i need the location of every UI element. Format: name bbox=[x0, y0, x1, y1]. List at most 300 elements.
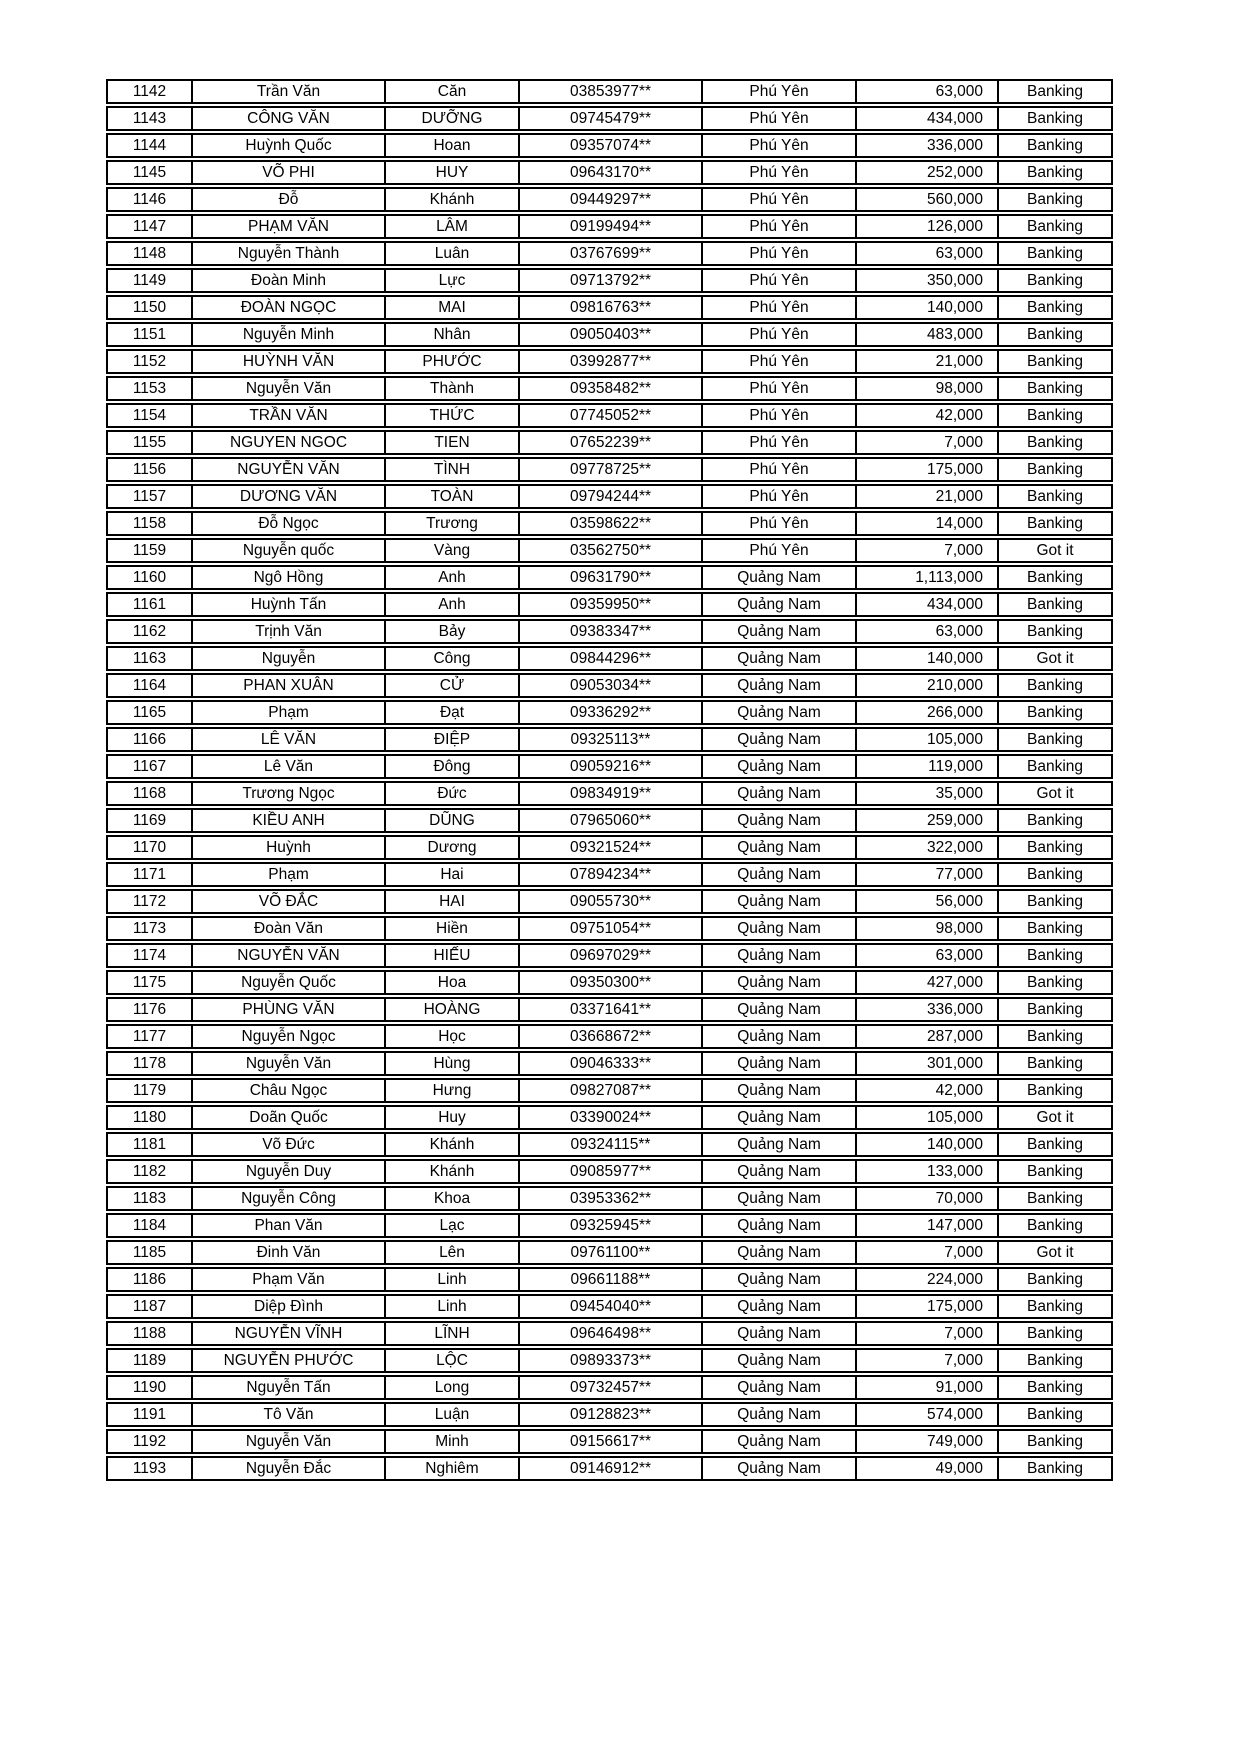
cell-province: Quảng Nam bbox=[703, 1105, 857, 1130]
cell-province: Phú Yên bbox=[703, 403, 857, 428]
cell-last-middle-name: Đỗ bbox=[193, 187, 386, 212]
cell-phone-masked: 09055730** bbox=[520, 889, 703, 914]
table-row bbox=[106, 1186, 1113, 1211]
table-row bbox=[106, 916, 1113, 941]
cell-amount: 7,000 bbox=[857, 1240, 999, 1265]
table-row bbox=[106, 970, 1113, 995]
cell-last-middle-name: Võ Đức bbox=[193, 1132, 386, 1157]
table-row bbox=[106, 241, 1113, 266]
cell-amount: 63,000 bbox=[857, 241, 999, 266]
table-row bbox=[106, 511, 1113, 536]
cell-province: Quảng Nam bbox=[703, 1375, 857, 1400]
cell-id: 1182 bbox=[106, 1159, 193, 1184]
table-row bbox=[106, 1240, 1113, 1265]
cell-last-middle-name: Châu Ngọc bbox=[193, 1078, 386, 1103]
cell-id: 1160 bbox=[106, 565, 193, 590]
cell-status: Banking bbox=[999, 565, 1113, 590]
cell-phone-masked: 09893373** bbox=[520, 1348, 703, 1373]
table-row bbox=[106, 619, 1113, 644]
cell-phone-masked: 07894234** bbox=[520, 862, 703, 887]
cell-phone-masked: 09646498** bbox=[520, 1321, 703, 1346]
table-row bbox=[106, 106, 1113, 131]
table-row bbox=[106, 727, 1113, 752]
cell-amount: 98,000 bbox=[857, 376, 999, 401]
cell-first-name: Linh bbox=[386, 1294, 520, 1319]
cell-amount: 119,000 bbox=[857, 754, 999, 779]
cell-status: Banking bbox=[999, 1429, 1113, 1454]
cell-province: Quảng Nam bbox=[703, 727, 857, 752]
table-row bbox=[106, 376, 1113, 401]
cell-phone-masked: 09761100** bbox=[520, 1240, 703, 1265]
cell-phone-masked: 09325113** bbox=[520, 727, 703, 752]
cell-last-middle-name: CÔNG VĂN bbox=[193, 106, 386, 131]
cell-province: Quảng Nam bbox=[703, 592, 857, 617]
cell-phone-masked: 09046333** bbox=[520, 1051, 703, 1076]
cell-last-middle-name: Nguyễn bbox=[193, 646, 386, 671]
cell-amount: 287,000 bbox=[857, 1024, 999, 1049]
cell-phone-masked: 09146912** bbox=[520, 1456, 703, 1481]
cell-first-name: Đạt bbox=[386, 700, 520, 725]
cell-province: Phú Yên bbox=[703, 106, 857, 131]
cell-province: Phú Yên bbox=[703, 268, 857, 293]
cell-last-middle-name: Lê Văn bbox=[193, 754, 386, 779]
cell-status: Banking bbox=[999, 457, 1113, 482]
cell-phone-masked: 09336292** bbox=[520, 700, 703, 725]
cell-last-middle-name: Nguyễn Minh bbox=[193, 322, 386, 347]
cell-id: 1193 bbox=[106, 1456, 193, 1481]
cell-province: Quảng Nam bbox=[703, 1267, 857, 1292]
cell-province: Phú Yên bbox=[703, 322, 857, 347]
cell-first-name: Minh bbox=[386, 1429, 520, 1454]
cell-first-name: HOÀNG bbox=[386, 997, 520, 1022]
cell-amount: 56,000 bbox=[857, 889, 999, 914]
cell-id: 1145 bbox=[106, 160, 193, 185]
cell-first-name: PHƯỚC bbox=[386, 349, 520, 374]
cell-amount: 301,000 bbox=[857, 1051, 999, 1076]
cell-id: 1191 bbox=[106, 1402, 193, 1427]
cell-province: Quảng Nam bbox=[703, 1321, 857, 1346]
cell-province: Quảng Nam bbox=[703, 673, 857, 698]
cell-amount: 140,000 bbox=[857, 1132, 999, 1157]
table-row bbox=[106, 79, 1113, 104]
cell-id: 1174 bbox=[106, 943, 193, 968]
cell-phone-masked: 03992877** bbox=[520, 349, 703, 374]
cell-id: 1142 bbox=[106, 79, 193, 104]
cell-last-middle-name: ĐOÀN NGỌC bbox=[193, 295, 386, 320]
cell-province: Quảng Nam bbox=[703, 1294, 857, 1319]
cell-id: 1179 bbox=[106, 1078, 193, 1103]
cell-last-middle-name: Diệp Đình bbox=[193, 1294, 386, 1319]
cell-id: 1181 bbox=[106, 1132, 193, 1157]
cell-status: Banking bbox=[999, 1186, 1113, 1211]
cell-phone-masked: 09844296** bbox=[520, 646, 703, 671]
cell-province: Quảng Nam bbox=[703, 1456, 857, 1481]
cell-province: Phú Yên bbox=[703, 538, 857, 563]
cell-first-name: Học bbox=[386, 1024, 520, 1049]
cell-phone-masked: 09745479** bbox=[520, 106, 703, 131]
cell-province: Phú Yên bbox=[703, 295, 857, 320]
cell-first-name: Luận bbox=[386, 1402, 520, 1427]
cell-status: Banking bbox=[999, 484, 1113, 509]
cell-phone-masked: 09357074** bbox=[520, 133, 703, 158]
cell-status: Got it bbox=[999, 781, 1113, 806]
table-row bbox=[106, 430, 1113, 455]
cell-status: Banking bbox=[999, 889, 1113, 914]
cell-first-name: Bảy bbox=[386, 619, 520, 644]
cell-id: 1178 bbox=[106, 1051, 193, 1076]
cell-first-name: Linh bbox=[386, 1267, 520, 1292]
table-row bbox=[106, 1375, 1113, 1400]
cell-status: Banking bbox=[999, 376, 1113, 401]
cell-first-name: Luân bbox=[386, 241, 520, 266]
cell-province: Quảng Nam bbox=[703, 646, 857, 671]
table-row bbox=[106, 754, 1113, 779]
table-row bbox=[106, 1213, 1113, 1238]
cell-phone-masked: 03371641** bbox=[520, 997, 703, 1022]
cell-first-name: Lực bbox=[386, 268, 520, 293]
cell-amount: 336,000 bbox=[857, 133, 999, 158]
cell-amount: 175,000 bbox=[857, 1294, 999, 1319]
cell-last-middle-name: Nguyễn Văn bbox=[193, 1051, 386, 1076]
cell-last-middle-name: Nguyễn Tấn bbox=[193, 1375, 386, 1400]
cell-id: 1147 bbox=[106, 214, 193, 239]
cell-first-name: Trương bbox=[386, 511, 520, 536]
cell-status: Got it bbox=[999, 538, 1113, 563]
cell-id: 1150 bbox=[106, 295, 193, 320]
cell-amount: 98,000 bbox=[857, 916, 999, 941]
cell-amount: 350,000 bbox=[857, 268, 999, 293]
table-row bbox=[106, 1024, 1113, 1049]
cell-status: Banking bbox=[999, 1132, 1113, 1157]
cell-id: 1176 bbox=[106, 997, 193, 1022]
table-row bbox=[106, 1294, 1113, 1319]
cell-last-middle-name: VÕ PHI bbox=[193, 160, 386, 185]
cell-province: Phú Yên bbox=[703, 160, 857, 185]
cell-status: Banking bbox=[999, 1267, 1113, 1292]
table-row bbox=[106, 565, 1113, 590]
cell-id: 1155 bbox=[106, 430, 193, 455]
cell-status: Banking bbox=[999, 862, 1113, 887]
cell-first-name: Hiền bbox=[386, 916, 520, 941]
cell-first-name: Hưng bbox=[386, 1078, 520, 1103]
table-row bbox=[106, 835, 1113, 860]
cell-last-middle-name: NGUYỄN VĂN bbox=[193, 457, 386, 482]
cell-first-name: HIẾU bbox=[386, 943, 520, 968]
cell-phone-masked: 09085977** bbox=[520, 1159, 703, 1184]
cell-status: Banking bbox=[999, 106, 1113, 131]
cell-amount: 322,000 bbox=[857, 835, 999, 860]
cell-first-name: Khoa bbox=[386, 1186, 520, 1211]
cell-amount: 42,000 bbox=[857, 1078, 999, 1103]
cell-last-middle-name: PHẠM VĂN bbox=[193, 214, 386, 239]
cell-province: Quảng Nam bbox=[703, 862, 857, 887]
cell-amount: 560,000 bbox=[857, 187, 999, 212]
cell-province: Quảng Nam bbox=[703, 1240, 857, 1265]
cell-status: Banking bbox=[999, 997, 1113, 1022]
cell-first-name: Hùng bbox=[386, 1051, 520, 1076]
cell-province: Quảng Nam bbox=[703, 916, 857, 941]
cell-last-middle-name: Đoàn Văn bbox=[193, 916, 386, 941]
cell-first-name: CỬ bbox=[386, 673, 520, 698]
cell-first-name: Khánh bbox=[386, 1159, 520, 1184]
cell-phone-masked: 09643170** bbox=[520, 160, 703, 185]
cell-amount: 252,000 bbox=[857, 160, 999, 185]
cell-status: Banking bbox=[999, 754, 1113, 779]
cell-first-name: Dương bbox=[386, 835, 520, 860]
cell-id: 1172 bbox=[106, 889, 193, 914]
cell-province: Phú Yên bbox=[703, 376, 857, 401]
cell-last-middle-name: Trần Văn bbox=[193, 79, 386, 104]
cell-phone-masked: 07652239** bbox=[520, 430, 703, 455]
cell-last-middle-name: Huỳnh Tấn bbox=[193, 592, 386, 617]
cell-province: Quảng Nam bbox=[703, 1051, 857, 1076]
cell-phone-masked: 09053034** bbox=[520, 673, 703, 698]
cell-status: Got it bbox=[999, 1240, 1113, 1265]
cell-province: Phú Yên bbox=[703, 349, 857, 374]
cell-phone-masked: 09128823** bbox=[520, 1402, 703, 1427]
cell-last-middle-name: Nguyễn Ngọc bbox=[193, 1024, 386, 1049]
cell-phone-masked: 09834919** bbox=[520, 781, 703, 806]
cell-first-name: Anh bbox=[386, 592, 520, 617]
table-row bbox=[106, 943, 1113, 968]
cell-phone-masked: 09794244** bbox=[520, 484, 703, 509]
cell-status: Banking bbox=[999, 79, 1113, 104]
cell-first-name: HAI bbox=[386, 889, 520, 914]
cell-first-name: MAI bbox=[386, 295, 520, 320]
cell-province: Phú Yên bbox=[703, 214, 857, 239]
cell-status: Banking bbox=[999, 160, 1113, 185]
table-row bbox=[106, 295, 1113, 320]
table-row bbox=[106, 457, 1113, 482]
cell-status: Banking bbox=[999, 1402, 1113, 1427]
cell-first-name: Long bbox=[386, 1375, 520, 1400]
cell-first-name: Công bbox=[386, 646, 520, 671]
cell-first-name: LỘC bbox=[386, 1348, 520, 1373]
cell-last-middle-name: PHÙNG VĂN bbox=[193, 997, 386, 1022]
cell-id: 1173 bbox=[106, 916, 193, 941]
table-row bbox=[106, 1132, 1113, 1157]
cell-province: Quảng Nam bbox=[703, 1078, 857, 1103]
cell-status: Banking bbox=[999, 268, 1113, 293]
cell-id: 1151 bbox=[106, 322, 193, 347]
cell-province: Quảng Nam bbox=[703, 1159, 857, 1184]
cell-last-middle-name: Ngô Hồng bbox=[193, 565, 386, 590]
cell-province: Phú Yên bbox=[703, 133, 857, 158]
cell-id: 1166 bbox=[106, 727, 193, 752]
cell-amount: 126,000 bbox=[857, 214, 999, 239]
cell-last-middle-name: Doãn Quốc bbox=[193, 1105, 386, 1130]
table-row bbox=[106, 1348, 1113, 1373]
cell-last-middle-name: LÊ VĂN bbox=[193, 727, 386, 752]
table-row bbox=[106, 1429, 1113, 1454]
cell-last-middle-name: Nguyễn Duy bbox=[193, 1159, 386, 1184]
cell-amount: 175,000 bbox=[857, 457, 999, 482]
cell-last-middle-name: Phạm bbox=[193, 862, 386, 887]
cell-province: Quảng Nam bbox=[703, 1348, 857, 1373]
cell-last-middle-name: Phan Văn bbox=[193, 1213, 386, 1238]
cell-amount: 140,000 bbox=[857, 295, 999, 320]
cell-id: 1158 bbox=[106, 511, 193, 536]
cell-first-name: LÂM bbox=[386, 214, 520, 239]
cell-province: Quảng Nam bbox=[703, 808, 857, 833]
cell-amount: 7,000 bbox=[857, 538, 999, 563]
cell-phone-masked: 03668672** bbox=[520, 1024, 703, 1049]
cell-id: 1187 bbox=[106, 1294, 193, 1319]
cell-id: 1175 bbox=[106, 970, 193, 995]
cell-first-name: DŨNG bbox=[386, 808, 520, 833]
cell-id: 1188 bbox=[106, 1321, 193, 1346]
cell-last-middle-name: Tô Văn bbox=[193, 1402, 386, 1427]
cell-status: Banking bbox=[999, 1321, 1113, 1346]
cell-id: 1168 bbox=[106, 781, 193, 806]
cell-last-middle-name: Nguyễn Đắc bbox=[193, 1456, 386, 1481]
cell-amount: 133,000 bbox=[857, 1159, 999, 1184]
cell-first-name: THỨC bbox=[386, 403, 520, 428]
cell-status: Banking bbox=[999, 1078, 1113, 1103]
cell-last-middle-name: Huỳnh Quốc bbox=[193, 133, 386, 158]
table-row bbox=[106, 133, 1113, 158]
cell-amount: 105,000 bbox=[857, 727, 999, 752]
cell-amount: 259,000 bbox=[857, 808, 999, 833]
table-row bbox=[106, 646, 1113, 671]
table-row bbox=[106, 1402, 1113, 1427]
cell-first-name: Thành bbox=[386, 376, 520, 401]
cell-id: 1159 bbox=[106, 538, 193, 563]
cell-phone-masked: 07965060** bbox=[520, 808, 703, 833]
cell-id: 1171 bbox=[106, 862, 193, 887]
table-row bbox=[106, 1267, 1113, 1292]
cell-status: Banking bbox=[999, 619, 1113, 644]
cell-last-middle-name: TRẦN VĂN bbox=[193, 403, 386, 428]
table-row bbox=[106, 187, 1113, 212]
cell-status: Banking bbox=[999, 1213, 1113, 1238]
cell-status: Banking bbox=[999, 592, 1113, 617]
table-row bbox=[106, 1321, 1113, 1346]
cell-amount: 63,000 bbox=[857, 79, 999, 104]
table-row bbox=[106, 673, 1113, 698]
cell-first-name: Huy bbox=[386, 1105, 520, 1130]
cell-province: Phú Yên bbox=[703, 511, 857, 536]
cell-phone-masked: 09631790** bbox=[520, 565, 703, 590]
table-row bbox=[106, 484, 1113, 509]
cell-status: Banking bbox=[999, 403, 1113, 428]
cell-id: 1185 bbox=[106, 1240, 193, 1265]
cell-first-name: Anh bbox=[386, 565, 520, 590]
cell-id: 1144 bbox=[106, 133, 193, 158]
cell-phone-masked: 03767699** bbox=[520, 241, 703, 266]
cell-status: Banking bbox=[999, 322, 1113, 347]
cell-phone-masked: 09697029** bbox=[520, 943, 703, 968]
cell-status: Banking bbox=[999, 241, 1113, 266]
cell-last-middle-name: Nguyễn Công bbox=[193, 1186, 386, 1211]
cell-phone-masked: 09324115** bbox=[520, 1132, 703, 1157]
cell-id: 1180 bbox=[106, 1105, 193, 1130]
cell-last-middle-name: Phạm bbox=[193, 700, 386, 725]
cell-first-name: Đức bbox=[386, 781, 520, 806]
cell-status: Banking bbox=[999, 349, 1113, 374]
cell-first-name: ĐIỆP bbox=[386, 727, 520, 752]
cell-first-name: Khánh bbox=[386, 1132, 520, 1157]
cell-id: 1186 bbox=[106, 1267, 193, 1292]
cell-province: Quảng Nam bbox=[703, 970, 857, 995]
cell-amount: 91,000 bbox=[857, 1375, 999, 1400]
cell-amount: 14,000 bbox=[857, 511, 999, 536]
cell-amount: 749,000 bbox=[857, 1429, 999, 1454]
cell-status: Banking bbox=[999, 808, 1113, 833]
cell-amount: 336,000 bbox=[857, 997, 999, 1022]
table-row bbox=[106, 781, 1113, 806]
cell-id: 1161 bbox=[106, 592, 193, 617]
cell-id: 1163 bbox=[106, 646, 193, 671]
cell-phone-masked: 09050403** bbox=[520, 322, 703, 347]
cell-status: Banking bbox=[999, 970, 1113, 995]
payout-table bbox=[106, 77, 1113, 1483]
cell-amount: 105,000 bbox=[857, 1105, 999, 1130]
cell-first-name: Nghiêm bbox=[386, 1456, 520, 1481]
cell-phone-masked: 09713792** bbox=[520, 268, 703, 293]
cell-amount: 7,000 bbox=[857, 430, 999, 455]
table-row bbox=[106, 268, 1113, 293]
cell-first-name: Lên bbox=[386, 1240, 520, 1265]
cell-province: Quảng Nam bbox=[703, 1132, 857, 1157]
cell-phone-masked: 09321524** bbox=[520, 835, 703, 860]
cell-id: 1183 bbox=[106, 1186, 193, 1211]
cell-last-middle-name: Phạm Văn bbox=[193, 1267, 386, 1292]
cell-status: Banking bbox=[999, 1375, 1113, 1400]
cell-last-middle-name: NGUYỄN PHƯỚC bbox=[193, 1348, 386, 1373]
cell-province: Quảng Nam bbox=[703, 943, 857, 968]
cell-status: Banking bbox=[999, 1024, 1113, 1049]
cell-province: Quảng Nam bbox=[703, 1402, 857, 1427]
cell-first-name: Nhân bbox=[386, 322, 520, 347]
cell-province: Quảng Nam bbox=[703, 1186, 857, 1211]
cell-id: 1167 bbox=[106, 754, 193, 779]
cell-amount: 21,000 bbox=[857, 349, 999, 374]
table-row bbox=[106, 1105, 1113, 1130]
table-row bbox=[106, 997, 1113, 1022]
cell-phone-masked: 09350300** bbox=[520, 970, 703, 995]
cell-id: 1192 bbox=[106, 1429, 193, 1454]
cell-last-middle-name: KIỀU ANH bbox=[193, 808, 386, 833]
cell-amount: 434,000 bbox=[857, 106, 999, 131]
cell-last-middle-name: PHAN XUÂN bbox=[193, 673, 386, 698]
cell-phone-masked: 03390024** bbox=[520, 1105, 703, 1130]
cell-first-name: Khánh bbox=[386, 187, 520, 212]
cell-first-name: Hoan bbox=[386, 133, 520, 158]
cell-amount: 7,000 bbox=[857, 1348, 999, 1373]
cell-amount: 574,000 bbox=[857, 1402, 999, 1427]
cell-phone-masked: 09661188** bbox=[520, 1267, 703, 1292]
cell-province: Quảng Nam bbox=[703, 754, 857, 779]
cell-last-middle-name: Nguyễn Văn bbox=[193, 376, 386, 401]
cell-amount: 70,000 bbox=[857, 1186, 999, 1211]
cell-last-middle-name: Nguyễn Thành bbox=[193, 241, 386, 266]
cell-province: Quảng Nam bbox=[703, 889, 857, 914]
cell-amount: 427,000 bbox=[857, 970, 999, 995]
table-row bbox=[106, 592, 1113, 617]
table-row bbox=[106, 403, 1113, 428]
cell-phone-masked: 09383347** bbox=[520, 619, 703, 644]
cell-amount: 35,000 bbox=[857, 781, 999, 806]
cell-status: Banking bbox=[999, 187, 1113, 212]
table-row bbox=[106, 160, 1113, 185]
table-row bbox=[106, 808, 1113, 833]
cell-province: Phú Yên bbox=[703, 457, 857, 482]
cell-last-middle-name: Nguyễn Quốc bbox=[193, 970, 386, 995]
cell-status: Banking bbox=[999, 673, 1113, 698]
cell-province: Quảng Nam bbox=[703, 619, 857, 644]
table-row bbox=[106, 349, 1113, 374]
